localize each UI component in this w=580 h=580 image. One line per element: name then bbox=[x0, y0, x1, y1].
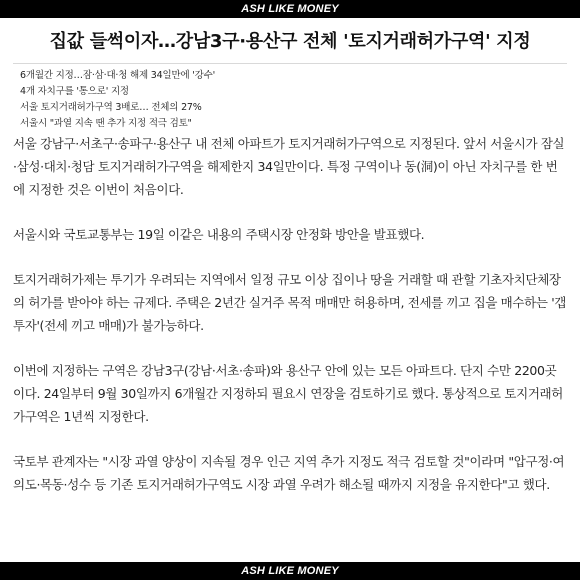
bottom-brand-bar bbox=[0, 562, 580, 580]
subheadline-item: 서울 토지거래허가구역 3배로… 전체의 27% bbox=[20, 102, 202, 113]
brand-label: ASH LIKE MONEY bbox=[241, 3, 339, 15]
top-brand-bar bbox=[0, 0, 580, 18]
article-paragraph: 토지거래허가제는 투기가 우려되는 지역에서 일정 규모 이상 집이나 땅을 거래할 때 관할 기초자치단체장의 허가를 받아야 하는 규제다. 주택은 2년간 실거주 목적 매매만 허용하며, 전세를 끼고 집을 매수하는 '갭투자'(전세 끼고 매매)가 불가능하다. bbox=[13, 272, 567, 333]
subheadline-item: 4개 자치구를 '통으로' 지정 bbox=[20, 86, 129, 97]
article-paragraph: 서울시와 국토교통부는 19일 이같은 내용의 주택시장 안정화 방안을 발표했다. bbox=[13, 227, 425, 242]
brand-label: ASH LIKE MONEY bbox=[241, 565, 339, 577]
article-paragraph: 국토부 관계자는 "시장 과열 양상이 지속될 경우 인근 지역 추가 지정도 적극 검토할 것"이라며 "압구정·여의도·목동·성수 등 기존 토지거래허가구역도 시장 과열 우려가 해소될 때까지 지정을 유지한다"고 했다. bbox=[13, 454, 565, 492]
subheadline-item: 서울시 "과열 지속 땐 추가 지정 적극 검토" bbox=[20, 118, 192, 129]
headline-divider bbox=[13, 63, 567, 64]
article-paragraph: 서울 강남구·서초구·송파구·용산구 내 전체 아파트가 토지거래허가구역으로 지정된다. 앞서 서울시가 잠실·삼성·대치·청담 토지거래허가구역을 해제한지 34일만이다. 특정 구역이나 동(洞)이 아닌 자치구를 한 번에 지정한 것은 이번이 처음이다. bbox=[13, 136, 565, 197]
article-body bbox=[13, 132, 567, 518]
article-paragraph: 이번에 지정하는 구역은 강남3구(강남·서초·송파)와 용산구 안에 있는 모든 아파트다. 단지 수만 2200곳이다. 24일부터 9월 30일까지 6개월간 지정하되 필요시 연장을 검토하기로 했다. 통상적으로 토지거래허가구역은 1년씩 지정한다. bbox=[13, 363, 563, 424]
subheadline-list bbox=[20, 68, 540, 132]
subheadline-item: 6개월간 지정…잠·삼·대·청 해제 34일만에 '강수' bbox=[20, 70, 216, 81]
article-headline: 집값 들썩이자…강남3구·용산구 전체 '토지거래허가구역' 지정 bbox=[49, 31, 531, 52]
